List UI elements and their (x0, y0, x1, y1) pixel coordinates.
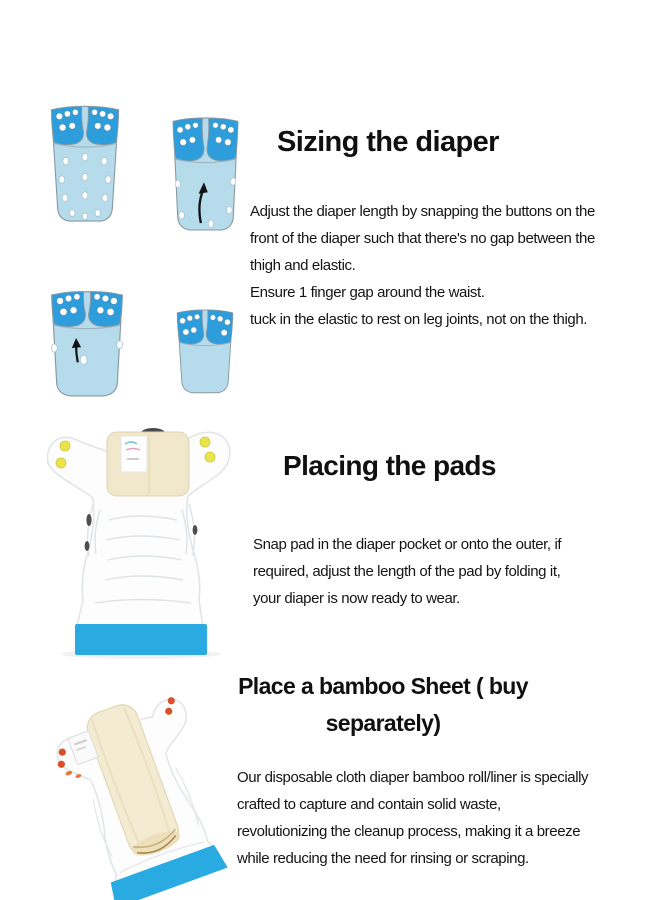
pad-label (121, 436, 147, 472)
blue-waist-band (75, 624, 207, 655)
diaper-smallest-illustration (172, 303, 238, 400)
bamboo-heading (230, 668, 536, 742)
diaper-medium-arrow-illustration (45, 285, 129, 401)
pads-line: required, adjust the length of the pad by folding it, (253, 563, 561, 580)
bamboo-heading-line: Place a bamboo Sheet ( buy (238, 673, 528, 699)
bamboo-line: revolutionizing the cleanup process, making it a breeze (237, 823, 581, 840)
sizing-line: tuck in the elastic to rest on leg joints, not on the thigh. (250, 311, 588, 328)
sizing-line: Ensure 1 finger gap around the waist. (250, 284, 485, 301)
diaper-flap-left (177, 310, 203, 344)
diaper-full-length-illustration (45, 98, 125, 229)
sizing-line: Adjust the diaper length by snapping the buttons on the (250, 203, 595, 220)
pads-line: Snap pad in the diaper pocket or onto the outer, if (253, 536, 562, 553)
pads-heading: Placing the pads (283, 450, 496, 481)
pads-line: your diaper is now ready to wear. (253, 590, 460, 607)
pads-paragraph (253, 531, 561, 612)
sizing-line: thigh and elastic. (250, 257, 356, 274)
bamboo-line: Our disposable cloth diaper bamboo roll/liner is specially (237, 769, 589, 786)
bamboo-paragraph (237, 764, 588, 872)
bamboo-line: while reducing the need for rinsing or scraping. (237, 850, 529, 867)
sizing-line: front of the diaper such that there's no gap between the (250, 230, 595, 247)
diaper-with-pad-photo (25, 418, 247, 660)
insert-pad (107, 432, 189, 496)
tilted-diaper (46, 684, 241, 900)
sizing-paragraph (250, 198, 595, 333)
sizing-heading: Sizing the diaper (277, 126, 499, 158)
bamboo-line: crafted to capture and contain solid waste, (237, 796, 501, 813)
diaper-snapped-arrow-illustration (167, 110, 244, 236)
diaper-with-bamboo-roll-photo (25, 695, 240, 895)
diaper-flap-right (206, 310, 232, 344)
bamboo-heading-line: separately) (325, 710, 441, 736)
